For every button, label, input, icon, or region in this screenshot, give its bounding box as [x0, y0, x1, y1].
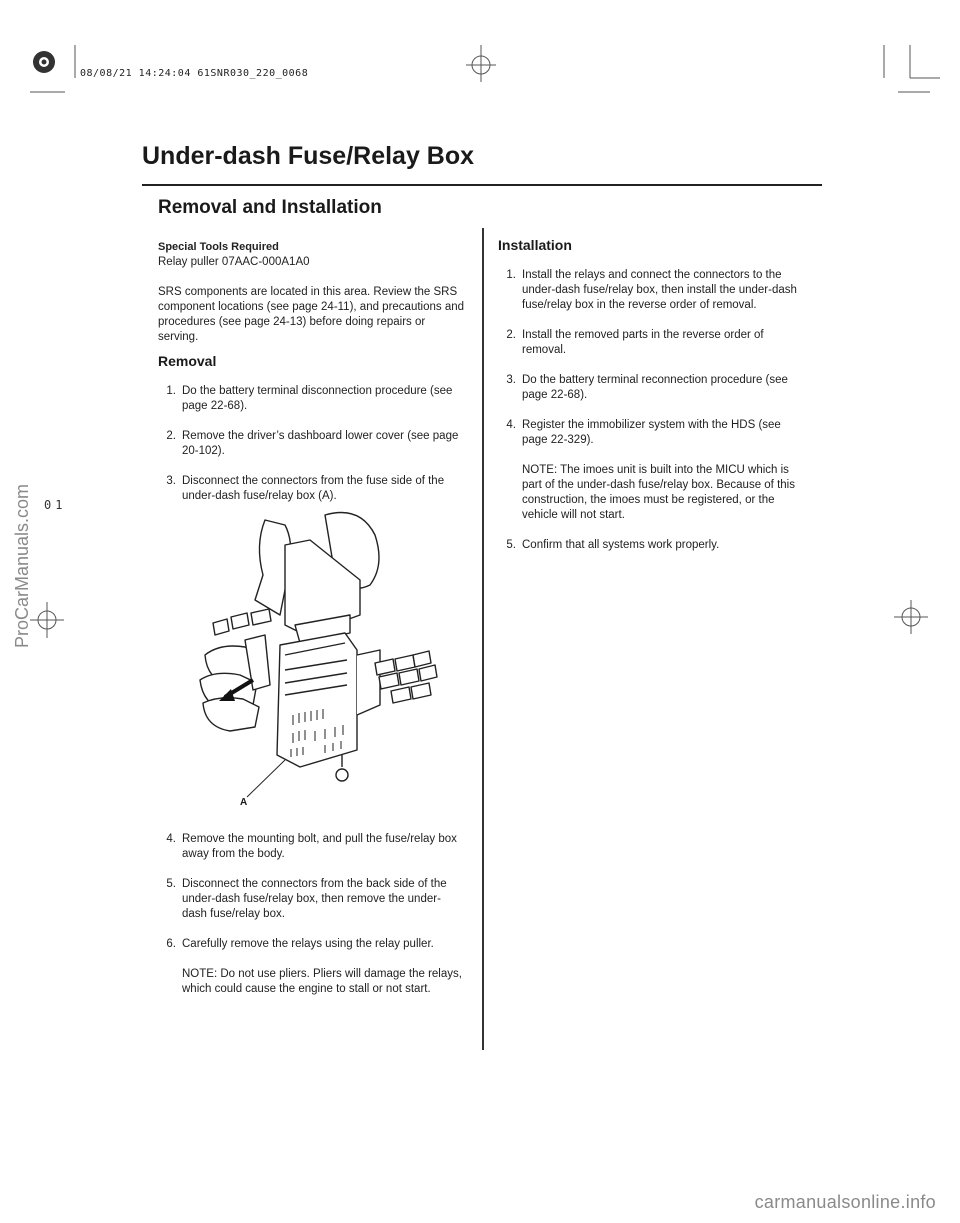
list-item: 2. Remove the driver’s dashboard lower cover (see page 20-102). [166, 430, 459, 457]
list-item: 4. Remove the mounting bolt, and pull the fuse/relay box away from the body. [166, 833, 457, 860]
removal-heading: Removal [158, 353, 217, 369]
srs-notice: SRS components are located in this area. Review the SRS component locations (see page 24-11), and precautions and procedures (see page 24-13) before doing repairs or serving. [158, 286, 465, 343]
print-timestamp: 08/08/21 14:24:04 61SNR030_220_0068 [80, 68, 309, 79]
footer-watermark: carmanualsonline.info [754, 1192, 936, 1212]
list-item: 3. Disconnect the connectors from the fuse side of the under-dash fuse/relay box (A). [166, 475, 445, 502]
installation-heading: Installation [498, 237, 572, 253]
special-tools-item: Relay puller 07AAC-000A1A0 [158, 256, 310, 268]
special-tools-block [158, 240, 468, 345]
removal-steps-bottom [158, 832, 464, 1012]
page-title: Under-dash Fuse/Relay Box [142, 142, 475, 170]
list-item: 6. Carefully remove the relays using the relay puller. NOTE: Do not use pliers. Pliers will damage the relays, which could cause the engine to stall or not start. [166, 938, 462, 995]
list-item: 3. Do the battery terminal reconnection procedure (see page 22-68). [506, 374, 788, 401]
special-tools-heading: Special Tools Required [158, 241, 279, 253]
list-item: 5. Confirm that all systems work properly. [506, 539, 720, 551]
section-title: Removal and Installation [158, 197, 382, 218]
list-item: 5. Disconnect the connectors from the back side of the under-dash fuse/relay box, then remove the under-dash fuse/relay box. [166, 878, 447, 920]
title-divider [142, 184, 822, 186]
side-watermark: ProCarManuals.com [12, 483, 32, 648]
fuse-box-illustration [185, 505, 445, 805]
list-item: 1. Install the relays and connect the connectors to the under-dash fuse/relay box, then install the under-dash fuse/relay box in the reverse order of removal. [506, 269, 797, 311]
removal-steps-top [158, 384, 464, 519]
list-item: 4. Register the immobilizer system with the HDS (see page 22-329). NOTE: The imoes unit is built into the MICU which is part of the under-dash fuse/relay box. Because of this construction, the imoes must be registered, or the vehicle will not start. [506, 419, 795, 521]
figure-callout-a: A [240, 797, 248, 808]
list-item: 1. Do the battery terminal disconnection procedure (see page 22-68). [166, 385, 453, 412]
column-divider [482, 228, 484, 1050]
installation-steps [498, 268, 804, 568]
side-code: 01 [44, 498, 67, 512]
list-item: 2. Install the removed parts in the reverse order of removal. [506, 329, 764, 356]
